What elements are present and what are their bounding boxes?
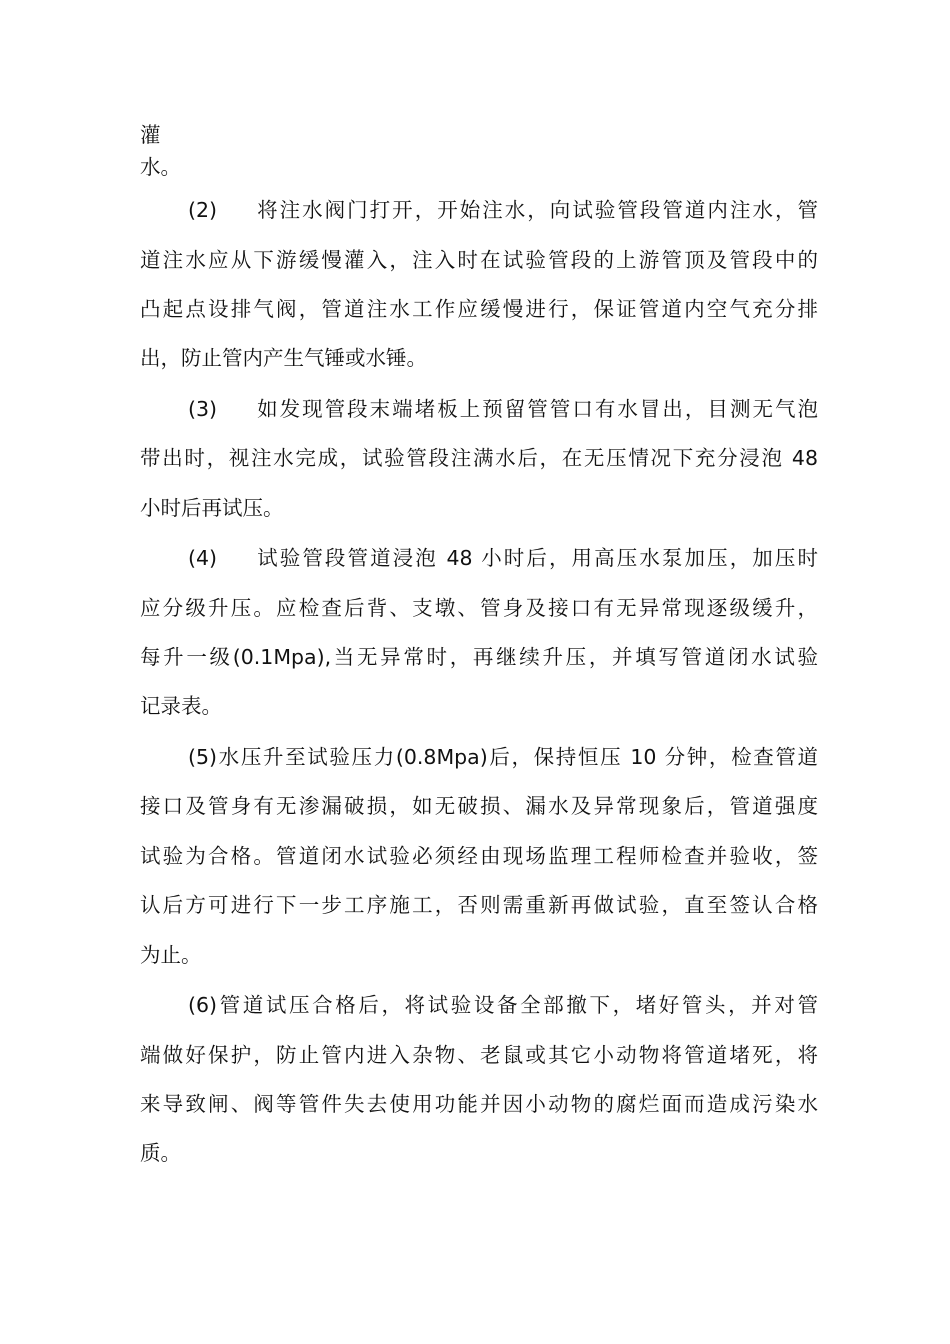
paragraph-3-text: 如发现管段末端堵板上预留管管口有水冒出，目测无气泡 xyxy=(255,397,818,421)
paragraph-4-line-1 xyxy=(188,544,818,572)
paragraph-3-number: (3) xyxy=(188,397,218,421)
paragraph-4-number: (4) xyxy=(188,546,218,570)
paragraph-5-line-2: 接口及管身有无渗漏破损，如无破损、漏水及异常现象后，管道强度 xyxy=(140,794,818,818)
paragraph-6-line-3: 来导致闸、阀等管件失去使用功能并因小动物的腐烂面而造成污染水 xyxy=(140,1092,818,1116)
paragraph-3-line-3: 小时后再试压。 xyxy=(140,496,284,520)
paragraph-2-text: 将注水阀门打开，开始注水，向试验管段管道内注水，管 xyxy=(255,198,818,222)
paragraph-6-line-2: 端做好保护，防止管内进入杂物、老鼠或其它小动物将管道堵死，将 xyxy=(140,1043,818,1067)
paragraph-2-number: (2) xyxy=(188,198,218,222)
paragraph-4-line-4: 记录表。 xyxy=(140,694,222,718)
paragraph-5-line-5: 为止。 xyxy=(140,943,202,967)
paragraph-2-line-2: 道注水应从下游缓慢灌入，注入时在试验管段的上游管顶及管段中的 xyxy=(140,248,818,272)
paragraph-5-line-3: 试验为合格。管道闭水试验必须经由现场监理工程师检查并验收，签 xyxy=(140,844,818,868)
paragraph-4-text: 试验管段管道浸泡 48 小时后，用高压水泵加压，加压时 xyxy=(255,546,818,570)
paragraph-2-line-4: 出，防止管内产生气锤或水锤。 xyxy=(140,346,427,370)
paragraph-0-line-2: 水。 xyxy=(140,155,181,179)
paragraph-4-line-3: 每升一级(0.1Mpa),当无异常时，再继续升压，并填写管道闭水试验 xyxy=(140,645,818,669)
paragraph-5-line-4: 认后方可进行下一步工序施工，否则需重新再做试验，直至签认合格 xyxy=(140,893,818,917)
paragraph-6-line-1: (6)管道试压合格后，将试验设备全部撤下，堵好管头，并对管 xyxy=(188,993,818,1017)
paragraph-3-line-1 xyxy=(188,395,818,423)
paragraph-3-line-2: 带出时，视注水完成，试验管段注满水后，在无压情况下充分浸泡 48 xyxy=(140,446,818,470)
paragraph-2-line-1 xyxy=(188,196,818,224)
paragraph-4-line-2: 应分级升压。应检查后背、支墩、管身及接口有无异常现逐级缓升， xyxy=(140,596,818,620)
paragraph-5-line-1: (5)水压升至试验压力(0.8Mpa)后，保持恒压 10 分钟，检查管道 xyxy=(188,745,818,769)
paragraph-6-line-4: 质。 xyxy=(140,1141,181,1165)
paragraph-0-line-1: 灌 xyxy=(140,123,161,147)
paragraph-2-line-3: 凸起点设排气阀，管道注水工作应缓慢进行，保证管道内空气充分排 xyxy=(140,297,818,321)
